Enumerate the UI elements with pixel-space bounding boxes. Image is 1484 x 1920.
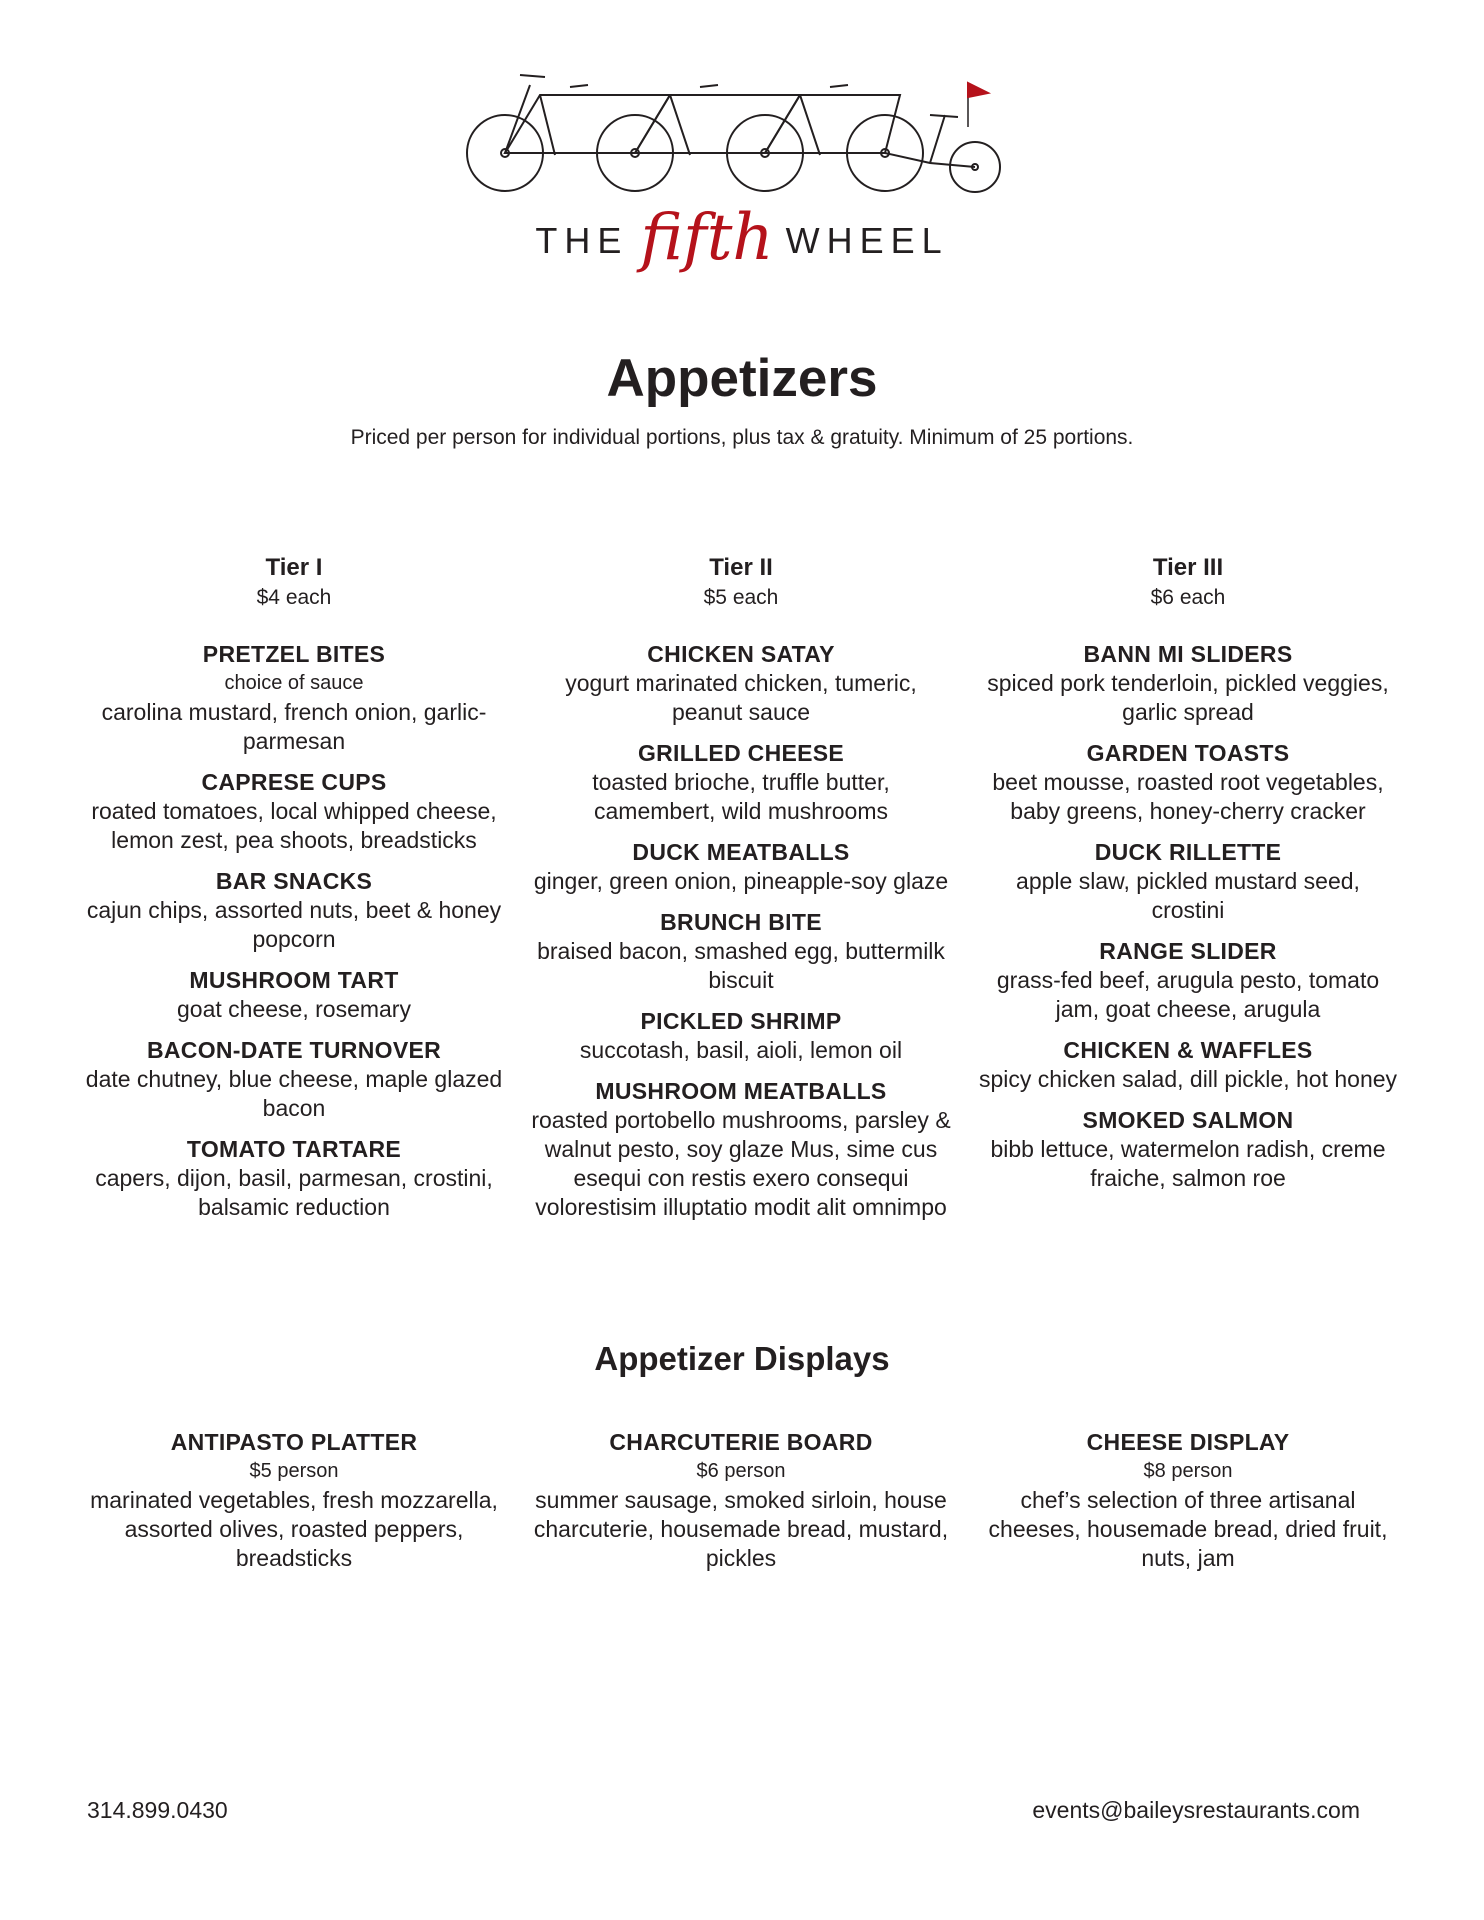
logo-word-wheel: WHEEL bbox=[785, 220, 949, 261]
item-name: BRUNCH BITE bbox=[660, 909, 822, 935]
tier-name: Tier II bbox=[709, 554, 773, 581]
display-name: ANTIPASTO PLATTER bbox=[170, 1429, 418, 1455]
menu-item bbox=[531, 1077, 951, 1222]
page-title: Appetizers bbox=[606, 349, 878, 408]
display-item bbox=[531, 1428, 951, 1573]
menu-item bbox=[84, 966, 504, 1024]
item-name: MUSHROOM MEATBALLS bbox=[595, 1078, 887, 1104]
logo-word-the: THE bbox=[535, 220, 629, 261]
tier-column bbox=[84, 553, 504, 1234]
item-name: GRILLED CHEESE bbox=[637, 740, 845, 766]
tier-price: $5 each bbox=[703, 586, 779, 609]
item-description: carolina mustard, french onion, garlic-parmesan bbox=[101, 699, 487, 754]
display-item bbox=[978, 1428, 1398, 1573]
display-description: marinated vegetables, fresh mozzarella, assorted olives, roasted peppers, breadsticks bbox=[90, 1487, 498, 1571]
item-description: grass-fed beef, arugula pesto, tomato jam, goat cheese, arugula bbox=[996, 967, 1380, 1022]
tier-price: $4 each bbox=[256, 586, 332, 609]
item-description: spicy chicken salad, dill pickle, hot honey bbox=[978, 1066, 1398, 1092]
logo-wordmark bbox=[0, 201, 1484, 275]
menu-item bbox=[531, 739, 951, 826]
menu-item bbox=[531, 640, 951, 727]
display-name: CHEESE DISPLAY bbox=[1086, 1429, 1290, 1455]
item-name: CHICKEN SATAY bbox=[647, 641, 835, 667]
menu-item bbox=[978, 1106, 1398, 1193]
item-description: goat cheese, rosemary bbox=[177, 996, 411, 1022]
menu-item bbox=[84, 1036, 504, 1123]
display-item bbox=[84, 1428, 504, 1573]
menu-item bbox=[978, 937, 1398, 1024]
display-price: $8 person bbox=[1143, 1460, 1233, 1482]
menu-item bbox=[978, 838, 1398, 925]
item-name: PICKLED SHRIMP bbox=[640, 1008, 842, 1034]
item-description: date chutney, blue cheese, maple glazed bacon bbox=[85, 1066, 503, 1121]
menu-item bbox=[84, 640, 504, 756]
display-description: chef’s selection of three artisanal cheeses, housemade bread, dried fruit, nuts, jam bbox=[988, 1487, 1388, 1571]
item-name: TOMATO TARTARE bbox=[186, 1136, 402, 1162]
item-name: BAR SNACKS bbox=[215, 868, 373, 894]
item-name: MUSHROOM TART bbox=[189, 967, 399, 993]
menu-item bbox=[978, 640, 1398, 727]
item-name: BACON-DATE TURNOVER bbox=[146, 1037, 442, 1063]
tandem-bicycle-icon bbox=[460, 55, 1020, 205]
footer-email: events@baileysrestaurants.com bbox=[1032, 1797, 1360, 1823]
item-name: BANN MI SLIDERS bbox=[1083, 641, 1293, 667]
item-name: DUCK RILLETTE bbox=[1094, 839, 1282, 865]
item-description: spiced pork tenderloin, pickled veggies, garlic spread bbox=[987, 670, 1389, 725]
page-subtitle: Priced per person for individual portions, plus tax & gratuity. Minimum of 25 portions. bbox=[350, 426, 1134, 449]
item-description: cajun chips, assorted nuts, beet & honey popcorn bbox=[86, 897, 502, 952]
display-name: CHARCUTERIE BOARD bbox=[609, 1429, 873, 1455]
item-description: succotash, basil, aioli, lemon oil bbox=[579, 1037, 903, 1063]
tier-name: Tier III bbox=[1152, 554, 1224, 581]
menu-item bbox=[84, 768, 504, 855]
display-description: summer sausage, smoked sirloin, house charcuterie, housemade bread, mustard, pickles bbox=[533, 1487, 949, 1571]
item-description: roasted portobello mushrooms, parsley & walnut pesto, soy glaze Mus, sime cus esequi con restis exero consequi volorestisim illuptatio modit alit omnimpo bbox=[531, 1107, 951, 1220]
item-description: braised bacon, smashed egg, buttermilk biscuit bbox=[537, 938, 945, 993]
display-price: $6 person bbox=[696, 1460, 786, 1482]
item-name: CHICKEN & WAFFLES bbox=[1063, 1037, 1313, 1063]
menu-item bbox=[84, 1135, 504, 1222]
tier-column bbox=[531, 553, 951, 1234]
item-name: RANGE SLIDER bbox=[1099, 938, 1277, 964]
footer-phone: 314.899.0430 bbox=[87, 1797, 228, 1823]
menu-item bbox=[84, 867, 504, 954]
displays-title: Appetizer Displays bbox=[594, 1340, 890, 1377]
tier-price: $6 each bbox=[1150, 586, 1226, 609]
item-description: ginger, green onion, pineapple-soy glaze bbox=[533, 868, 949, 894]
item-description: apple slaw, pickled mustard seed, crostini bbox=[1016, 868, 1360, 923]
menu-item bbox=[531, 1007, 951, 1065]
menu-item bbox=[978, 1036, 1398, 1094]
item-description: roated tomatoes, local whipped cheese, lemon zest, pea shoots, breadsticks bbox=[91, 798, 497, 853]
menu-item bbox=[531, 838, 951, 896]
menu-item bbox=[531, 908, 951, 995]
item-name: CAPRESE CUPS bbox=[201, 769, 387, 795]
display-price: $5 person bbox=[249, 1460, 339, 1482]
item-description: toasted brioche, truffle butter, camembert, wild mushrooms bbox=[592, 769, 890, 824]
item-description: yogurt marinated chicken, tumeric, peanut sauce bbox=[565, 670, 917, 725]
item-note: choice of sauce bbox=[224, 672, 364, 694]
item-name: GARDEN TOASTS bbox=[1086, 740, 1290, 766]
tier-name: Tier I bbox=[265, 554, 323, 581]
item-description: bibb lettuce, watermelon radish, creme fraiche, salmon roe bbox=[990, 1136, 1386, 1191]
item-description: beet mousse, roasted root vegetables, baby greens, honey-cherry cracker bbox=[992, 769, 1384, 824]
tier-column bbox=[978, 553, 1398, 1205]
item-name: PRETZEL BITES bbox=[202, 641, 386, 667]
item-name: SMOKED SALMON bbox=[1082, 1107, 1294, 1133]
logo bbox=[0, 55, 1484, 295]
logo-word-fifth: fifth bbox=[640, 201, 774, 275]
item-name: DUCK MEATBALLS bbox=[632, 839, 850, 865]
item-description: capers, dijon, basil, parmesan, crostini, balsamic reduction bbox=[95, 1165, 493, 1220]
menu-item bbox=[978, 739, 1398, 826]
